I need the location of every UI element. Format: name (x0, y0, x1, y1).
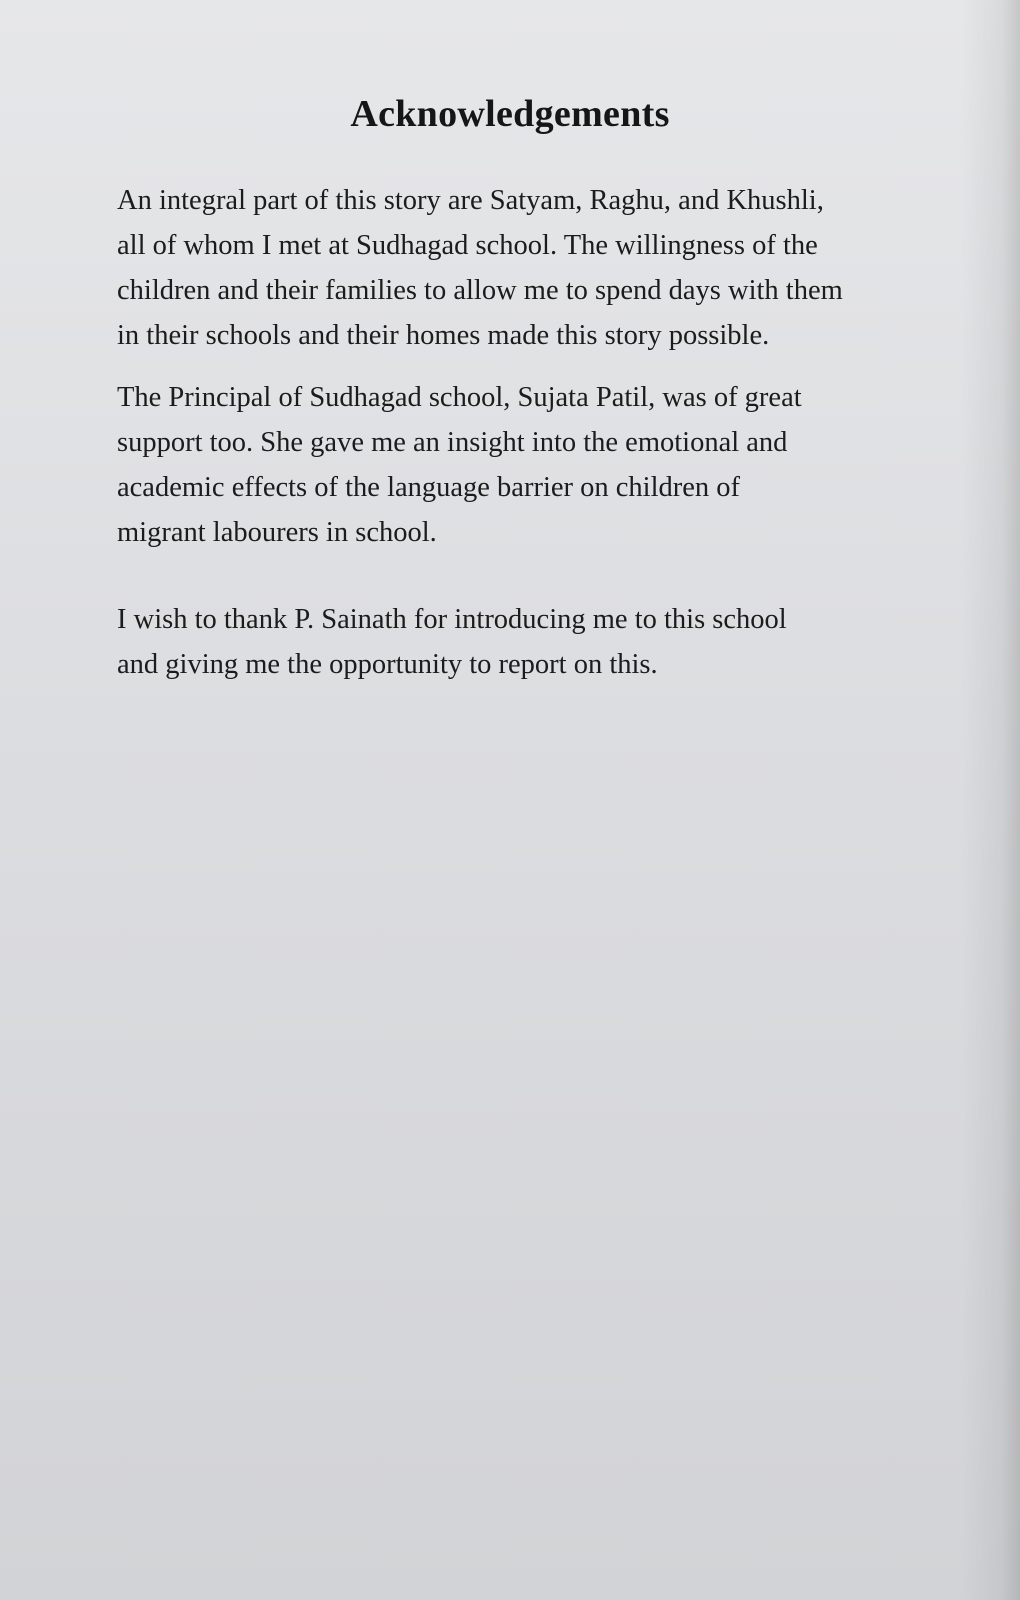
page-title: Acknowledgements (350, 93, 670, 135)
text-line: The Principal of Sudhagad school, Sujata Patil, was of great (117, 382, 802, 413)
text-line: all of whom I met at Sudhagad school. The willingness of the (117, 230, 818, 261)
paragraph-thanks (117, 597, 1002, 687)
text-line: in their schools and their homes made this story possible. (117, 320, 770, 351)
paragraph-characters (117, 178, 1002, 358)
text-line: children and their families to allow me to spend days with them (117, 275, 843, 306)
text-line: academic effects of the language barrier on children of (117, 472, 740, 503)
text-line: An integral part of this story are Satyam, Raghu, and Khushli, (117, 185, 824, 216)
text-line: I wish to thank P. Sainath for introducing me to this school (117, 604, 787, 635)
paragraph-principal (117, 375, 1002, 555)
text-line: migrant labourers in school. (117, 517, 437, 548)
text-line: support too. She gave me an insight into the emotional and (117, 427, 788, 458)
text-line: and giving me the opportunity to report on this. (117, 649, 658, 680)
